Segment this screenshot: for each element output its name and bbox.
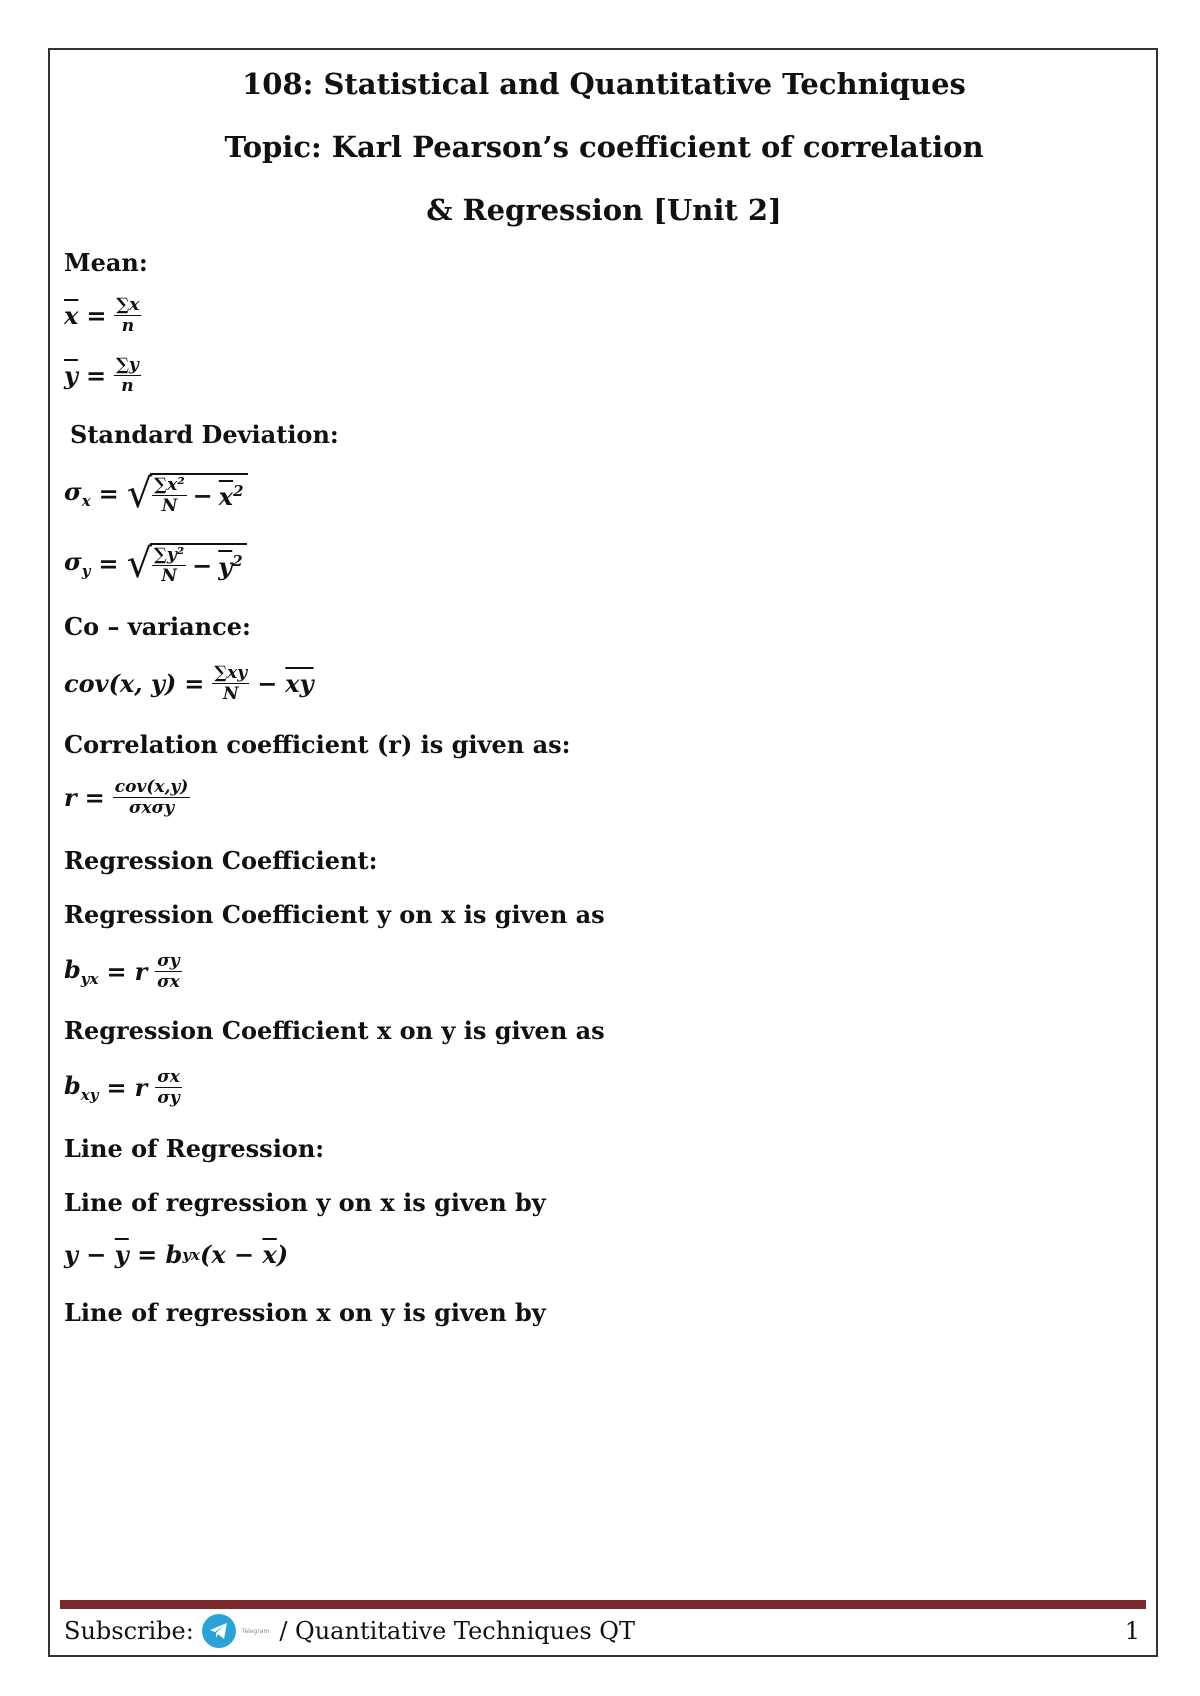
reg-yx-text: Regression Coefficient y on x is given as [64, 900, 605, 929]
equals-sign: = [86, 301, 107, 330]
equals-sign: = [106, 1073, 127, 1102]
line-yx-part3: (x − [200, 1240, 263, 1269]
r-symbol: r [134, 957, 148, 986]
byx-formula [64, 953, 1144, 991]
cov-formula [64, 665, 1144, 703]
sd-x-term [218, 481, 244, 511]
xbar: $\overline{x}$ [218, 481, 234, 511]
mean-x-formula [64, 297, 1144, 335]
byx-sub: yx [80, 969, 99, 988]
line-reg-heading: Line of Regression: [64, 1134, 325, 1163]
corr-num: cov(x,y) [114, 777, 189, 797]
cov-fraction [212, 665, 249, 703]
cov-num: ∑xy [214, 663, 248, 683]
reg-coef-heading: Regression Coefficient: [64, 846, 378, 875]
equals-sign: = [98, 479, 119, 508]
mean-x-num: ∑x [116, 295, 140, 315]
document-body [64, 67, 1144, 1327]
sd-x-sub: x [81, 491, 91, 510]
sd-x-radicand [150, 473, 247, 515]
sd-x-den: N [161, 496, 178, 516]
equals-sign: = [184, 669, 205, 698]
sd-x-num: ∑x² [154, 475, 185, 495]
corr-den: σxσy [129, 798, 175, 818]
bxy-fraction [155, 1069, 182, 1107]
equals-sign: = [106, 957, 127, 986]
cov-den: N [223, 684, 239, 704]
telegram-wordmark: Telegram [241, 1627, 270, 1635]
ybar: $\overline{y}$ [114, 1240, 129, 1269]
doc-title-line1: 108: Statistical and Quantitative Techniques [242, 67, 966, 101]
mean-x-den: n [121, 316, 135, 336]
byx-den: σx [157, 972, 180, 992]
equals-sign: = [85, 361, 107, 390]
subscribe-label: Subscribe: [64, 1617, 194, 1645]
sd-y-num: ∑y² [154, 545, 185, 565]
corr-lhs: r [64, 783, 77, 812]
corr-formula [64, 779, 1144, 817]
footer-divider [60, 1600, 1146, 1609]
channel-name[interactable]: / Quantitative Techniques QT [279, 1617, 635, 1645]
sigma-symbol: σ [64, 476, 82, 506]
doc-title-line2: Topic: Karl Pearson’s coefficient of correlation [224, 130, 984, 164]
byx-lhs [64, 954, 99, 988]
byx-num: σy [157, 951, 180, 971]
line-yx-text: Line of regression y on x is given by [64, 1188, 546, 1217]
cov-heading: Co – variance: [64, 612, 251, 641]
mean-y-formula [64, 357, 1144, 395]
page-footer [64, 1614, 1144, 1648]
mean-y-fraction [114, 357, 141, 395]
radical-sign: √ [126, 471, 153, 517]
reg-xy-text: Regression Coefficient x on y is given as [64, 1016, 605, 1045]
line-yx-part4: ) [276, 1240, 289, 1269]
sd-x-sqrt [127, 473, 248, 515]
sd-y-sqrt [127, 543, 247, 585]
mean-y-den: n [121, 376, 134, 396]
bxy-lhs [64, 1070, 99, 1104]
sd-x-fraction [152, 477, 186, 515]
sd-x-sup: 2 [233, 481, 244, 500]
sd-y-formula [64, 543, 1144, 585]
minus-sign: − [257, 669, 278, 698]
corr-heading: Correlation coefficient (r) is given as: [64, 730, 571, 759]
line-yx-part1: y − [64, 1240, 115, 1269]
xbar: $\overline{x}$ [262, 1240, 277, 1269]
telegram-icon[interactable] [202, 1614, 236, 1648]
mean-x-fraction [114, 297, 141, 335]
line-yx-sub: yx [182, 1245, 200, 1264]
cov-xbar-ybar: $\overline{xy}$ [285, 669, 314, 698]
sd-y-fraction [152, 547, 186, 585]
sd-heading: Standard Deviation: [70, 420, 339, 449]
b-symbol: b [64, 1070, 81, 1100]
equals-sign: = [98, 549, 119, 578]
sd-y-radicand [150, 543, 247, 585]
sd-y-sup: 2 [232, 551, 243, 570]
line-xy-text: Line of regression x on y is given by [64, 1298, 546, 1327]
equals-sign: = [84, 783, 105, 812]
r-symbol: r [134, 1073, 148, 1102]
sd-y-lhs [64, 546, 91, 580]
radical-sign: √ [126, 541, 153, 587]
sigma-symbol: σ [64, 546, 82, 576]
minus-sign: − [192, 551, 213, 580]
doc-title-line3: & Regression [Unit 2] [426, 193, 782, 227]
bxy-sub: xy [80, 1085, 99, 1104]
mean-x-lhs: $\overline{x}$ [64, 301, 79, 330]
mean-heading: Mean: [64, 248, 148, 277]
bxy-formula [64, 1069, 1144, 1107]
sd-y-sub: y [81, 561, 91, 580]
line-yx-formula [64, 1240, 1144, 1269]
byx-fraction [155, 953, 181, 991]
sd-y-den: N [161, 566, 177, 586]
sd-x-formula [64, 473, 1144, 515]
page-number: 1 [1124, 1617, 1140, 1645]
bxy-num: σx [157, 1067, 180, 1087]
corr-fraction [113, 779, 191, 817]
mean-y-lhs: $\overline{y}$ [64, 361, 78, 390]
line-yx-part2: = b [128, 1240, 183, 1269]
ybar: $\overline{y}$ [218, 551, 233, 581]
bxy-den: σy [157, 1088, 180, 1108]
sd-x-lhs [64, 476, 91, 510]
mean-y-num: ∑y [116, 355, 139, 375]
cov-lhs: cov(x, y) [64, 669, 177, 698]
b-symbol: b [64, 954, 81, 984]
sd-y-term [218, 551, 243, 581]
minus-sign: − [192, 481, 213, 510]
